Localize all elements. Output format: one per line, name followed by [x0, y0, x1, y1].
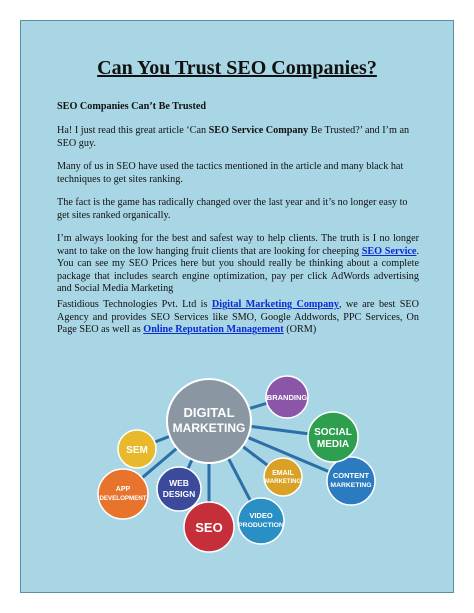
- center-label-line1: DIGITAL: [183, 405, 235, 420]
- node-label-line1: VIDEO: [249, 511, 273, 520]
- node-content-marketing: [327, 457, 375, 505]
- paragraph-1-text-c: Be Trusted?’ and I’m an SEO guy.: [57, 125, 410, 149]
- node-label-line2: MARKETING: [264, 479, 302, 485]
- node-label-line2: DESIGN: [162, 489, 196, 499]
- node-video-production: [238, 498, 284, 544]
- paragraph-4-text-a: I’m always looking for the best and safest way to help clients. The truth is I no longer want to take on the low hanging fruit clients that are looking for cheeping: [57, 233, 419, 257]
- node-web-design: [157, 467, 201, 511]
- paragraph-5-text-c: (ORM): [283, 324, 317, 336]
- node-sem: [118, 430, 156, 468]
- node-label-line1: SOCIAL: [314, 427, 352, 438]
- paragraph-1: [57, 125, 419, 150]
- node-label-line1: APP: [115, 486, 131, 493]
- paragraph-5-text-b: , we are best SEO Agency and provides SEO Services like SMO, Google Addwords, PPC Services, On Page SEO as well as: [57, 299, 419, 336]
- paragraph-1-text-a: Ha! I just read this great article ‘Can: [57, 125, 209, 136]
- node-digital-marketing: [167, 379, 251, 463]
- digital-marketing-diagram: [21, 359, 455, 569]
- online-reputation-management-link[interactable]: Online Reputation Management: [143, 324, 284, 336]
- node-label-line2: MARKETING: [330, 482, 372, 489]
- node-label: SEO: [195, 520, 223, 535]
- node-circle: [238, 498, 284, 544]
- node-label-line1: CONTENT: [332, 471, 370, 480]
- node-circle: [264, 458, 302, 496]
- node-circle: [98, 469, 148, 519]
- node-label-line1: EMAIL: [272, 470, 294, 477]
- node-label-line2: MEDIA: [316, 439, 350, 450]
- center-label-line2: MARKETING: [172, 421, 246, 435]
- node-label-line1: WEB: [169, 478, 189, 488]
- node-label: SEM: [126, 445, 148, 456]
- paragraph-4-text-b: . You can see my SEO Prices here but you should really be thinking about a complete package that includes search engine optimization, pay per click AdWords advertising and Social Media Marketing: [57, 245, 420, 295]
- paragraph-1-strong: SEO Service Company: [208, 125, 309, 136]
- paragraph-5-text-a: Fastidious Technologies Pvt. Ltd is: [57, 299, 212, 310]
- section-heading: SEO Companies Can’t Be Trusted: [57, 101, 207, 112]
- node-social-media: [308, 412, 358, 462]
- diagram-svg: [21, 359, 455, 569]
- paragraph-2: Many of us in SEO have used the tactics mentioned in the article and many black hat techniques to get sites ranking.: [57, 161, 404, 185]
- document-card: [20, 20, 454, 593]
- paragraph-5: [57, 299, 419, 337]
- node-email-marketing: [264, 458, 302, 496]
- node-label-line2: PRODUCTION: [238, 522, 284, 529]
- node-branding: [266, 376, 308, 418]
- node-circle: [327, 457, 375, 505]
- paragraph-3: The fact is the game has radically changed over the last year and it’s no longer easy to get sites ranked organically.: [57, 197, 408, 221]
- paragraph-4: [57, 233, 419, 296]
- node-label-line2: DEVELOPMENT: [99, 495, 147, 502]
- node-seo: [184, 502, 234, 552]
- node-app-development: [98, 469, 148, 519]
- page-title: Can You Trust SEO Companies?: [97, 57, 377, 79]
- node-label: BRANDING: [266, 393, 308, 402]
- digital-marketing-company-link[interactable]: Digital Marketing Company: [211, 299, 339, 310]
- seo-service-link[interactable]: SEO Service: [361, 245, 417, 257]
